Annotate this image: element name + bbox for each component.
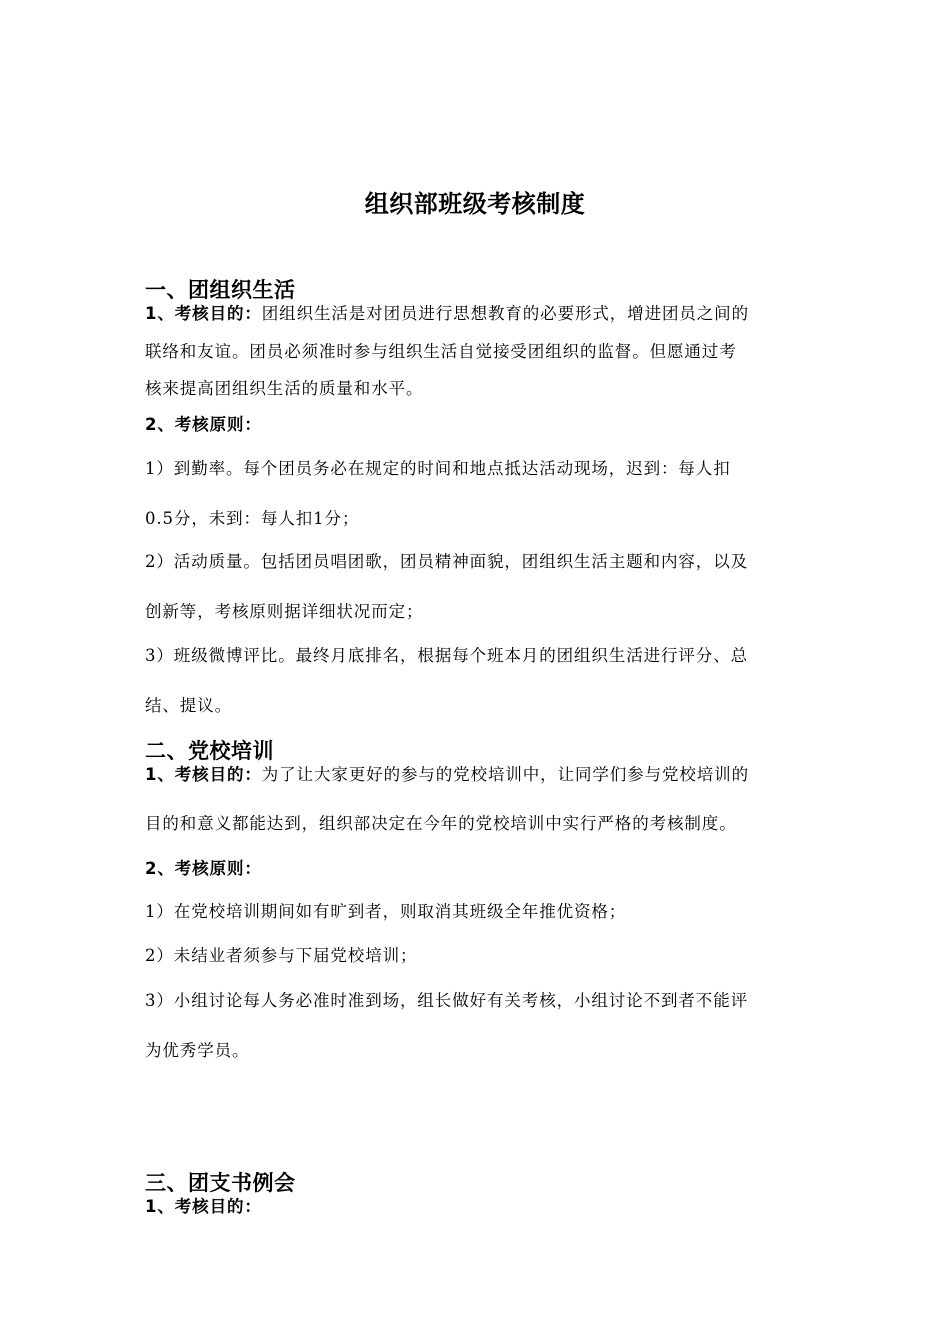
s1-purpose-line-3: 核来提高团组织生活的质量和水平。 [145,379,424,398]
s1-purpose-text: 团组织生活是对团员进行思想教育的必要形式，增进团员之间的 [261,304,749,323]
s1-item-3-line-1: 3）班级微博评比。最终月底排名，根据每个班本月的团组织生活进行评分、总 [145,646,748,665]
section-2-heading: 二、党校培训 [145,739,274,763]
page-title: 组织部班级考核制度 [364,190,586,218]
s1-purpose-label: 1、考核目的： [145,304,262,323]
s3-purpose-label: 1、考核目的： [145,1197,262,1216]
section-1-heading: 一、团组织生活 [145,278,296,302]
s2-item-2: 2）未结业者须参与下届党校培训； [145,946,418,965]
s2-purpose-text: 为了让大家更好的参与的党校培训中，让同学们参与党校培训的 [261,765,749,784]
s2-purpose-paragraph [145,761,749,785]
s1-item-2-line-1: 2）活动质量。包括团员唱团歌，团员精神面貌，团组织生活主题和内容，以及 [145,552,748,571]
s2-item-3-line-2: 为优秀学员。 [145,1041,250,1060]
s2-purpose-label: 1、考核目的： [145,765,262,784]
s1-item-1-line-1: 1）到勤率。每个团员务必在规定的时间和地点抵达活动现场，迟到：每人扣 [145,459,731,478]
s2-purpose-line-2: 目的和意义都能达到，组织部决定在今年的党校培训中实行严格的考核制度。 [145,814,737,833]
s2-item-1: 1）在党校培训期间如有旷到者，则取消其班级全年推优资格； [145,902,627,921]
s1-principle-label: 2、考核原则： [145,415,262,434]
s1-purpose-paragraph [145,300,749,324]
s2-item-3-line-1: 3）小组讨论每人务必准时准到场，组长做好有关考核，小组讨论不到者不能评 [145,991,748,1010]
s1-item-1-line-2: 0.5分，未到：每人扣1分； [145,509,360,528]
s1-item-2-line-2: 创新等，考核原则据详细状况而定； [145,602,424,621]
s2-principle-label: 2、考核原则： [145,859,262,878]
section-3-heading: 三、团支书例会 [145,1171,296,1195]
s1-purpose-line-2: 联络和友谊。团员必须准时参与组织生活自觉接受团组织的监督。但愿通过考 [145,342,737,361]
s1-item-3-line-2: 结、提议。 [145,696,232,715]
